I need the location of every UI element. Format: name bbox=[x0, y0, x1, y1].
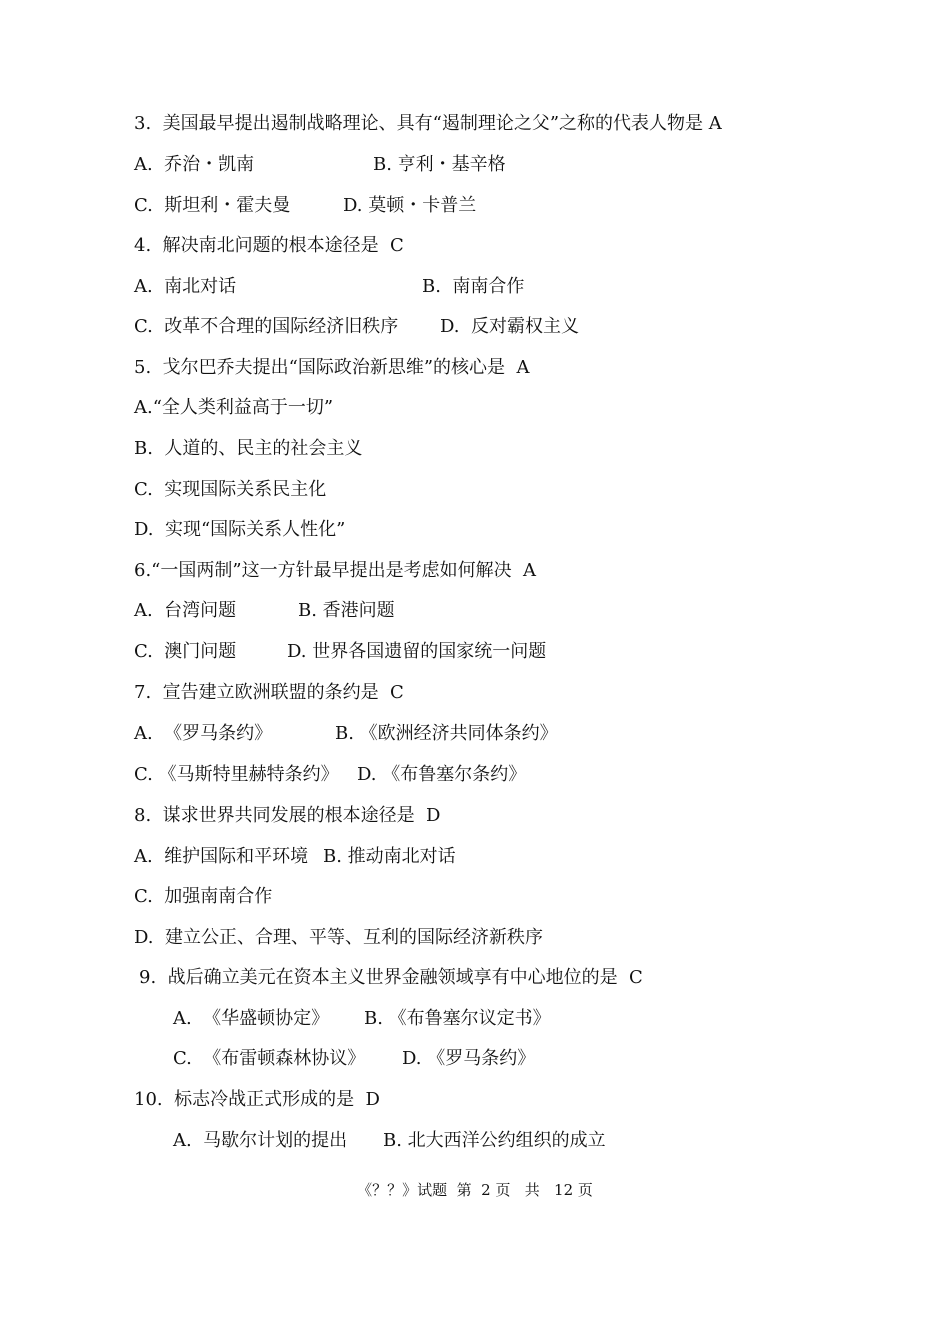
question-5-stem: 5. 戈尔巴乔夫提出“国际政治新思维”的核心是 A bbox=[134, 357, 530, 378]
question-9-option-d: D. 《罗马条约》 bbox=[402, 1048, 536, 1069]
question-8-option-c: C. 加强南南合作 bbox=[134, 886, 273, 907]
question-10-option-b: B. 北大西洋公约组织的成立 bbox=[383, 1130, 606, 1151]
question-6-option-b: B. 香港问题 bbox=[298, 600, 395, 621]
question-3-stem: 3. 美国最早提出遏制战略理论、具有“遏制理论之父”之称的代表人物是 A bbox=[134, 113, 722, 134]
question-9-option-b: B. 《布鲁塞尔议定书》 bbox=[364, 1008, 551, 1029]
question-5-option-d: D. 实现“国际关系人性化” bbox=[134, 519, 346, 540]
question-7-stem: 7. 宣告建立欧洲联盟的条约是 C bbox=[134, 682, 404, 703]
question-3-option-b: B. 亨利・基辛格 bbox=[373, 154, 506, 175]
question-4-stem: 4. 解决南北问题的根本途径是 C bbox=[134, 235, 404, 256]
question-3-option-c: C. 斯坦利・霍夫曼 bbox=[134, 195, 291, 216]
question-4-option-d: D. 反对霸权主义 bbox=[440, 316, 579, 337]
question-6-option-a: A. 台湾问题 bbox=[134, 600, 237, 621]
question-6-option-d: D. 世界各国遗留的国家统一问题 bbox=[287, 641, 547, 662]
page-footer: 《？？》试题 第 2 页 共 12 页 bbox=[357, 1181, 593, 1199]
question-6-option-c: C. 澳门问题 bbox=[134, 641, 237, 662]
question-9-option-a: A. 《华盛顿协定》 bbox=[173, 1008, 330, 1029]
question-7-option-d: D. 《布鲁塞尔条约》 bbox=[357, 764, 527, 785]
question-8-option-b: B. 推动南北对话 bbox=[323, 846, 456, 867]
question-6-stem: 6.“一国两制”这一方针最早提出是考虑如何解决 A bbox=[134, 560, 537, 581]
question-3-option-a: A. 乔治・凯南 bbox=[134, 154, 255, 175]
question-4-option-c: C. 改革不合理的国际经济旧秩序 bbox=[134, 316, 399, 337]
question-5-option-c: C. 实现国际关系民主化 bbox=[134, 479, 327, 500]
question-5-option-b: B. 人道的、民主的社会主义 bbox=[134, 438, 363, 459]
question-10-option-a: A. 马歇尔计划的提出 bbox=[173, 1130, 348, 1151]
question-4-option-b: B. 南南合作 bbox=[422, 276, 525, 297]
question-10-stem: 10. 标志冷战正式形成的是 D bbox=[134, 1089, 380, 1110]
question-9-option-c: C. 《布雷顿森林协议》 bbox=[173, 1048, 366, 1069]
question-4-option-a: A. 南北对话 bbox=[134, 276, 237, 297]
question-3-option-d: D. 莫顿・卡普兰 bbox=[343, 195, 477, 216]
question-7-option-b: B. 《欧洲经济共同体条约》 bbox=[335, 723, 558, 744]
question-8-option-d: D. 建立公正、合理、平等、互利的国际经济新秩序 bbox=[134, 927, 543, 948]
question-8-option-a: A. 维护国际和平环境 bbox=[134, 846, 309, 867]
question-7-option-a: A. 《罗马条约》 bbox=[134, 723, 273, 744]
question-9-stem: 9. 战后确立美元在资本主义世界金融领域享有中心地位的是 C bbox=[139, 967, 643, 988]
question-8-stem: 8. 谋求世界共同发展的根本途径是 D bbox=[134, 805, 441, 826]
question-5-option-a: A.“全人类利益高于一切” bbox=[134, 397, 334, 418]
question-7-option-c: C. 《马斯特里赫特条约》 bbox=[134, 764, 339, 785]
